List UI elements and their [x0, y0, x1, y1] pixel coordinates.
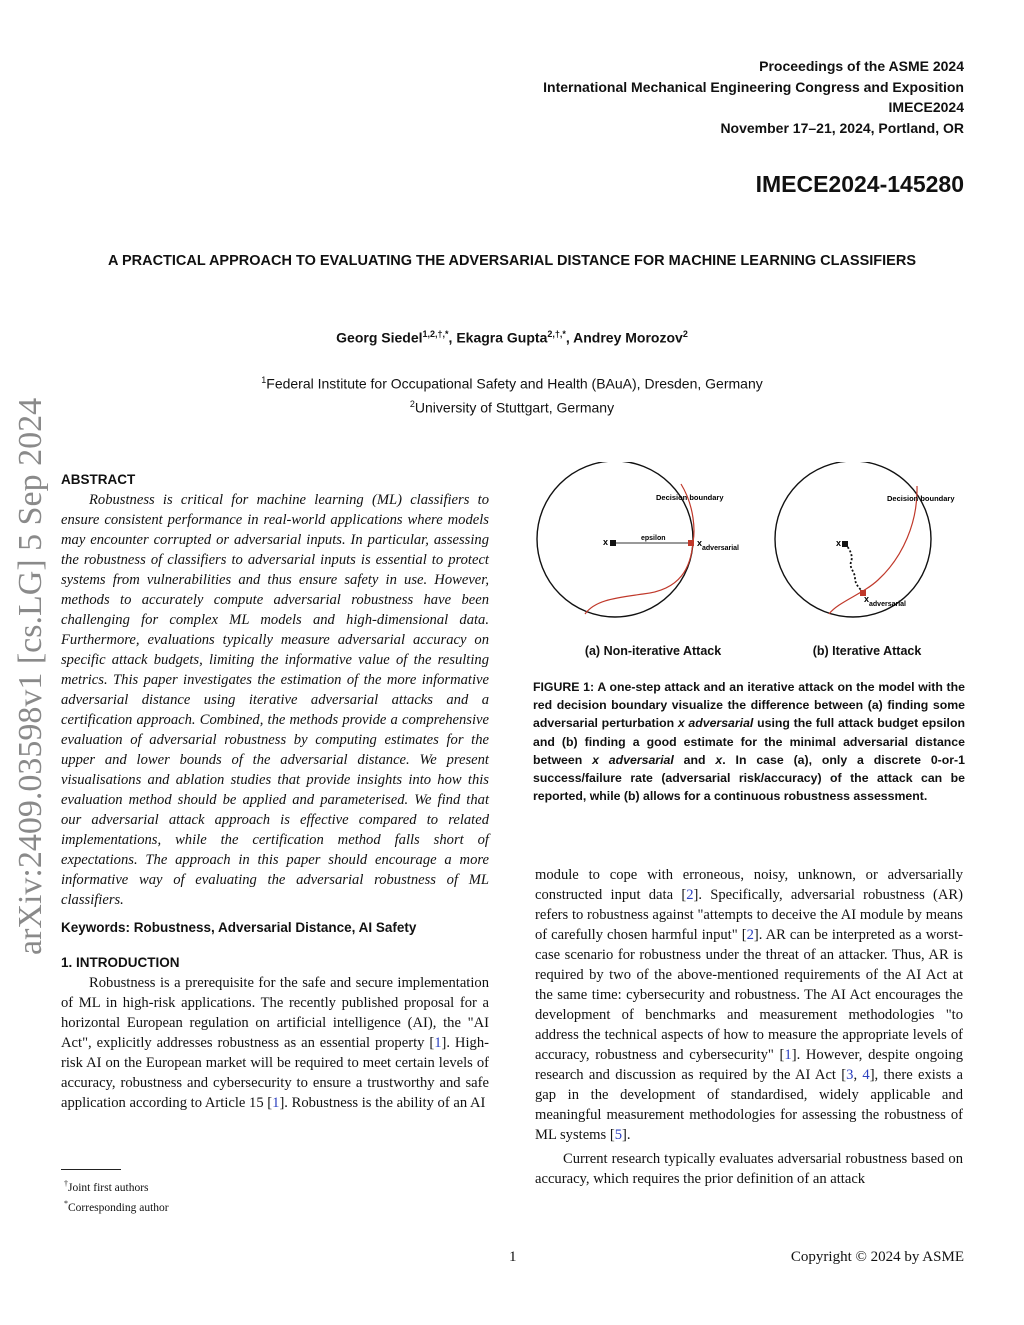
caption-text: FIGURE 1: A one-step attack and an iterative attack on the model with the red decision boundary visualize the difference between (a) finding some adversarial perturbation — [533, 680, 965, 731]
footnote-mark: † — [64, 1179, 68, 1188]
text-run: ]. Specifically, adversarial robustness (AR) refers to robustness against "attempts to deceive the AI module by means of carefully chosen harmful input" [ — [535, 887, 963, 943]
footnote-text: Corresponding author — [68, 1201, 169, 1214]
affiliation-2 — [0, 394, 1024, 418]
text-run: ]. AR can be interpreted as a worst-case scenario for robustness under the threat of an attacker. Thus, AR is required by two of the above-mentioned requirements of the AI Act at the same time: cybersecurity and robustness. The AI Act encourages the development of benchmarks and measurement methodologies "to address the technical aspects of how to measure the appropriate levels of accuracy, robustness and cybersecurity" [ — [535, 927, 964, 1063]
text-run: module to cope with erroneous, noisy, unknown, or adversarially constructed input data [ — [535, 867, 963, 903]
introduction-heading: 1. INTRODUCTION — [61, 955, 180, 970]
text-run: ]. Robustness is the ability of an AI — [279, 1095, 486, 1111]
x-adversarial-sub: adversarial — [869, 601, 906, 608]
text-run: ], there exists a gap in the development of standardised, widely applicable and meaningful measurement methodologies for assessing the robustness of ML systems [ — [535, 1067, 963, 1143]
x-adversarial-x: x — [697, 538, 703, 548]
footnotes — [64, 1176, 169, 1216]
body-paragraph: Current research typically evaluates adversarial robustness based on accuracy, which requires the prior definition of an attack — [535, 1151, 963, 1187]
subcaption-a: (a) Non-iterative Attack — [584, 644, 722, 658]
caption-math: x adversarial — [592, 752, 674, 767]
keywords: Keywords: Robustness, Adversarial Distance, AI Safety — [61, 920, 417, 935]
input-space-circle-b — [775, 462, 931, 617]
author-marks: 1,2,†,* — [422, 329, 449, 339]
paper-title: A PRACTICAL APPROACH TO EVALUATING THE ADVERSARIAL DISTANCE FOR MACHINE LEARNING CLASSIFIERS — [108, 253, 916, 269]
text-run: ]. — [622, 1127, 631, 1143]
figure-diagram — [533, 462, 965, 642]
proceedings-header — [543, 56, 964, 138]
copyright-notice: Copyright © 2024 by ASME — [790, 1249, 964, 1265]
epsilon-label: epsilon — [641, 535, 666, 542]
footnote-mark: * — [64, 1198, 68, 1208]
body-paragraph — [535, 865, 963, 1145]
affiliation-number: 2 — [409, 398, 415, 409]
affiliation-1 — [0, 370, 1024, 394]
arxiv-stamp: arXiv:2409.03598v1 [cs.LG] 5 Sep 2024 — [12, 397, 49, 955]
decision-boundary-label-b: Decision boundary — [887, 494, 955, 503]
affiliation-text: University of Stuttgart, Germany — [414, 399, 615, 416]
affiliation-number: 1 — [261, 375, 267, 385]
proceedings-line-1: Proceedings of the ASME 2024 — [759, 58, 964, 74]
text-run: Robustness is a prerequisite for the safe and secure implementation of ML in high-risk applications. The recently published proposal for a horizontal European regulation on artificial intelligence (AI), the "AI Act", explicitly addresses robustness as an essential property [ — [61, 975, 489, 1051]
x-adversarial-x: x — [864, 594, 870, 604]
author-name: Georg Siedel — [336, 329, 423, 346]
caption-math: x — [715, 752, 723, 767]
citation-link[interactable]: 1 — [272, 1095, 280, 1111]
point-x-b — [842, 541, 848, 547]
footnote-text: Joint first authors — [68, 1181, 149, 1194]
abstract-text: Robustness is critical for machine learning (ML) classifiers to ensure consistent performance in real-world applications where models may encounter corrupted or adversarial inputs. In particular, assessing the robustness of classifiers to adversarial inputs is essential to protect systems from vulnerabilities and thus ensure safety in use. However, methods to accurately compute adversarial robustness have been challenging for complex ML models and high-dimensional data. Furthermore, evaluations typically measure adversarial accuracy on specific attack budgets, limiting the informative value of the resulting metrics. This paper investigates the estimation of the more informative adversarial distance using iterative adversarial attacks and a certification approach. Combined, the methods provide a comprehensive evaluation of adversarial robustness by computing estimates for the upper and lower bounds of the adversarial distance. We present visualisations and ablation studies that provide insights into how this evaluation method should be applied and parameterised. We find that our adversarial attack approach is effective compared to related implementations, while the certification method falls short of expectations. The approach in this paper should encourage a more informative way of evaluating the adversarial robustness of ML classifiers. — [61, 492, 489, 908]
author-marks: 2,†,* — [547, 329, 566, 339]
author-name: Ekagra Gupta — [456, 329, 548, 346]
decision-boundary-label-a: Decision boundary — [656, 493, 724, 502]
citation-link[interactable]: 5 — [614, 1127, 623, 1143]
proceedings-line-2: International Mechanical Engineering Congress and Exposition — [543, 78, 964, 95]
citation-link[interactable]: 2 — [686, 887, 694, 903]
footnote-corresponding — [64, 1196, 169, 1216]
citation-link[interactable]: 4 — [862, 1067, 870, 1083]
subcaption-b: (b) Iterative Attack — [812, 644, 922, 658]
text-run: ]. High-risk AI on the European market will be required to meet certain levels of accuracy, robustness and cybersecurity to ensure a trustworthy and safe application according to Article 15 [ — [61, 1035, 489, 1111]
decision-boundary-b — [829, 486, 917, 614]
point-x-a — [610, 540, 616, 546]
citation-link[interactable]: 1 — [784, 1047, 792, 1063]
paper-id: IMECE2024-145280 — [755, 171, 964, 197]
introduction-paragraph — [61, 973, 489, 1113]
figure-caption — [533, 678, 965, 805]
abstract-heading: ABSTRACT — [61, 472, 136, 487]
footnote-rule — [61, 1169, 121, 1170]
affiliation-text: Federal Institute for Occupational Safety and Health (BAuA), Dresden, Germany — [266, 375, 763, 392]
author-marks: 2 — [682, 329, 688, 339]
caption-text: using the full attack budget epsilon and (b) finding a good estimate for the minimal adversarial distance between — [533, 716, 965, 767]
x-adversarial-label-b — [864, 594, 906, 608]
affiliations — [0, 370, 1024, 417]
page-number: 1 — [509, 1249, 517, 1265]
proceedings-line-3: IMECE2024 — [888, 99, 964, 115]
proceedings-line-4: November 17–21, 2024, Portland, OR — [720, 119, 964, 136]
citation-link[interactable]: 3 — [846, 1067, 854, 1083]
text-run: ]. However, despite ongoing research and discussion as required by the AI Act [ — [535, 1047, 963, 1083]
author-list: Georg Siedel$^{1,2,\dagger,*}$, Ekagra Gupta$^{2,\dagger,*}$, Andrey Morozov$^2$ — [336, 329, 688, 346]
input-space-circle-a — [537, 462, 693, 617]
iterative-attack-path — [845, 544, 863, 592]
point-adversarial-a — [688, 540, 694, 546]
x-label-a: x — [603, 537, 609, 547]
x-label-b: x — [836, 538, 842, 548]
caption-math: x adversarial — [677, 716, 754, 731]
footnote-joint-first — [64, 1176, 169, 1196]
text-run: , — [853, 1067, 863, 1083]
caption-text: . In case (a), only a discrete 0-or-1 success/failure rate (adversarial risk/accuracy) of the attack can be reported, while (b) allows for a continuous robustness assessment. — [533, 752, 965, 804]
decision-boundary-a — [585, 484, 694, 614]
left-column — [61, 472, 489, 1113]
citation-link[interactable]: 1 — [434, 1035, 442, 1051]
author-name: Andrey Morozov — [573, 329, 683, 346]
citation-link[interactable]: 2 — [746, 927, 754, 943]
right-column — [535, 865, 963, 1189]
x-adversarial-sub: adversarial — [702, 545, 739, 552]
caption-text: and — [673, 752, 716, 767]
x-adversarial-label-a — [697, 538, 739, 552]
figure-1 — [533, 462, 965, 812]
